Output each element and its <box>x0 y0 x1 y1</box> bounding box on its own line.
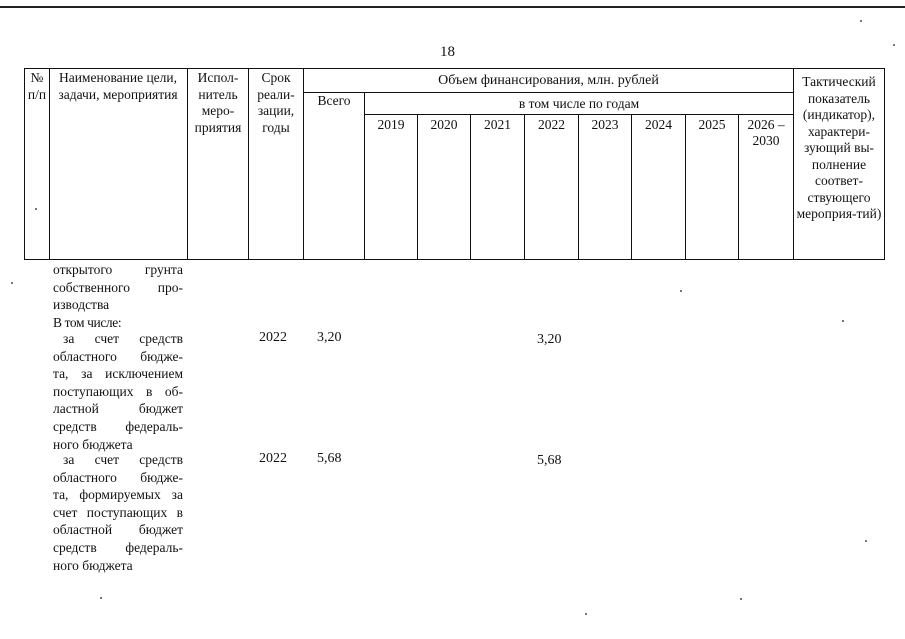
top-rule <box>0 6 905 8</box>
row1-line: ного бюджета <box>53 436 133 452</box>
col-line-6 <box>417 114 418 260</box>
row2-total: 5,68 <box>317 451 342 466</box>
col-line-3 <box>248 68 249 260</box>
row1-total: 3,20 <box>317 330 342 345</box>
col-line-9 <box>578 114 579 260</box>
row2-line: за счет средств <box>63 452 183 467</box>
header-year-2022: 2022 <box>538 117 565 132</box>
header-num: № п/п <box>27 70 47 102</box>
scan-speck <box>35 208 37 210</box>
intro-line: В том числе: <box>53 314 122 330</box>
intro-text <box>53 261 183 331</box>
row1-2022: 3,20 <box>537 332 562 347</box>
col-line-8 <box>524 114 525 260</box>
row2-line: средств федераль- <box>53 539 183 555</box>
scan-speck <box>585 613 587 615</box>
header-year-2024: 2024 <box>645 117 672 132</box>
row1-line: областного бюдже- <box>53 348 183 364</box>
header-total: Всего <box>317 93 351 108</box>
financing-divider <box>303 92 793 93</box>
header-year-2023: 2023 <box>591 117 619 132</box>
header-year-2021: 2021 <box>484 117 511 132</box>
header-executor: Испол-нитель меро-приятия <box>194 70 242 135</box>
header-term: Срок реали-зации, годы <box>257 70 295 135</box>
row1-text <box>53 330 183 453</box>
scan-speck <box>680 290 682 292</box>
header-year-2020: 2020 <box>430 117 458 132</box>
header-year-2025: 2025 <box>698 117 726 132</box>
col-line-7 <box>470 114 471 260</box>
col-line-1 <box>49 68 50 260</box>
scan-speck <box>100 597 102 599</box>
intro-line: собственного про- <box>53 279 183 295</box>
row1-term: 2022 <box>259 330 287 345</box>
col-line-12 <box>738 114 739 260</box>
scan-speck <box>11 282 13 284</box>
scan-speck <box>860 20 862 22</box>
intro-line: открытого грунта <box>53 262 183 277</box>
row2-line: областного бюдже- <box>53 469 183 485</box>
header-bottom-border <box>24 259 885 260</box>
row2-text <box>53 451 183 574</box>
row2-line: ного бюджета <box>53 557 133 573</box>
row1-line: ластной бюджет <box>53 401 183 417</box>
header-financing: Объем финансирования, млн. рублей <box>438 73 659 88</box>
header-indicator: Тактический показатель (индикатор), характери-зующий вы-полнение соответ-ствующего мероприя-тий) <box>796 74 882 221</box>
header-top-border <box>24 68 885 69</box>
col-line-11 <box>685 114 686 260</box>
row2-line: счет поступающих в <box>53 504 183 520</box>
col-line-13 <box>793 68 794 260</box>
scan-speck <box>865 540 867 542</box>
col-line-14 <box>884 68 885 260</box>
row2-line: областной бюджет <box>53 522 183 538</box>
row1-line: за счет средств <box>63 331 183 346</box>
header-name: Наименование цели, задачи, мероприятия <box>58 70 178 102</box>
header-by-years: в том числе по годам <box>518 96 640 111</box>
scan-speck <box>893 44 895 46</box>
row2-line: та, формируемых за <box>53 487 183 503</box>
intro-line: изводства <box>53 297 110 313</box>
page-number: 18 <box>440 44 455 60</box>
row2-2022: 5,68 <box>537 453 562 468</box>
row1-line: поступающих в об- <box>53 383 183 399</box>
col-line-2 <box>187 68 188 260</box>
header-year-2026-2030: 2026 – 2030 <box>747 117 785 148</box>
row1-line: та, за исключением <box>53 366 183 382</box>
row2-term: 2022 <box>259 451 287 466</box>
header-year-2019: 2019 <box>377 117 405 132</box>
scan-speck <box>740 598 742 600</box>
scan-speck <box>842 320 844 322</box>
col-line-4 <box>303 68 304 260</box>
row1-line: средств федераль- <box>53 418 183 434</box>
col-line-10 <box>631 114 632 260</box>
